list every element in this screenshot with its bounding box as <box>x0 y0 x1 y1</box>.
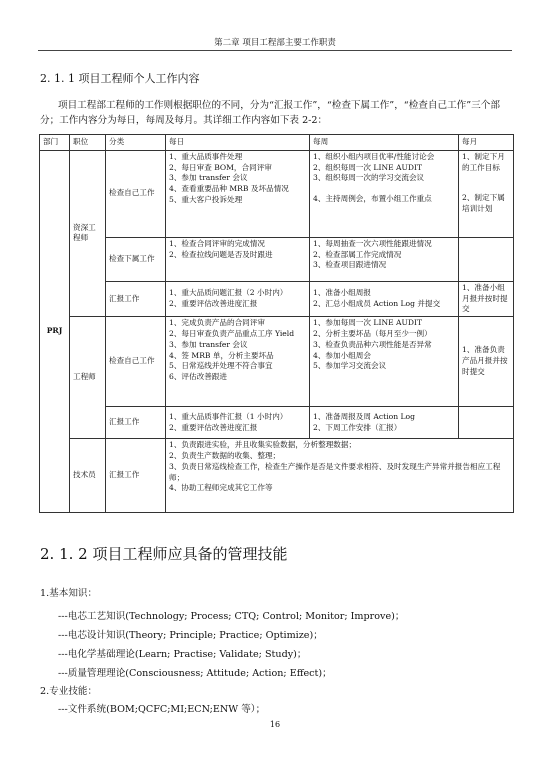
task-line: 1、准备周报及周 Action Log <box>313 411 415 421</box>
task-line: 3、检查负责品种六项性能是否异常 <box>313 339 432 349</box>
position-technician: 技术员 <box>70 439 106 513</box>
professional-skills-title: 2.专业技能： <box>40 686 98 697</box>
task-line: 2、组织每周一次 LINE AUDIT <box>313 162 423 172</box>
technician-duties-cell <box>166 439 514 513</box>
category-cell: 汇报工作 <box>106 281 166 316</box>
page-header: 第二章 项目工程部主要工作职责 <box>214 38 336 48</box>
task-line: 4、协助工程师完成其它工作等 <box>169 483 273 493</box>
task-line: 1、每周抽查一次六项性能跟进情况 <box>313 238 432 248</box>
weekly-cell <box>310 150 459 237</box>
category-cell: 汇报工作 <box>106 407 166 439</box>
task-line: 3、参加 transfer 会议 <box>169 173 248 183</box>
monthly-cell <box>459 237 514 281</box>
work-content-table <box>39 134 514 513</box>
page-number: 16 <box>269 720 281 729</box>
position-engineer: 工程师 <box>70 317 106 439</box>
task-line: 2、负责生产数据的收集、整理； <box>169 450 281 460</box>
position-senior-engineer: 资深工程师 <box>70 150 106 316</box>
header-dept: 部门 <box>40 135 70 151</box>
task-line: 1、准备小组月报并按时提交 <box>462 282 508 314</box>
task-line: 1、完成负责产品的合同评审 <box>169 318 265 328</box>
monthly-cell <box>459 407 514 439</box>
table-row <box>40 407 514 439</box>
task-line: 2、每日审查 BOM，合同评审 <box>169 162 272 172</box>
daily-cell <box>166 317 310 407</box>
task-line: 5、参加学习交流会议 <box>313 361 387 371</box>
task-line: 2、检查拉线问题是否及时跟进 <box>169 249 273 259</box>
weekly-cell <box>310 281 459 316</box>
task-line: 5、日常巡线并处理不符合事宜 <box>169 361 273 371</box>
task-line: 6、评估改善跟进 <box>169 372 227 382</box>
category-cell: 检查自己工作 <box>106 150 166 237</box>
weekly-cell <box>310 407 459 439</box>
section-heading-2-1-2: 2. 1. 2 项目工程师应具备的管理技能 <box>40 545 288 563</box>
task-line: 2、分析主要坏品（每月至少一例） <box>313 328 432 338</box>
daily-cell <box>166 150 310 237</box>
basic-knowledge-title: 1.基本知识： <box>40 588 98 599</box>
task-line: 1、重大品质事件汇报（1 小时内） <box>169 411 288 421</box>
task-line: 1、参加每周一次 LINE AUDIT <box>313 318 423 328</box>
task-line: 1、组织小组内项目优率/性能讨论会 <box>313 151 435 161</box>
table-row <box>40 150 514 237</box>
daily-cell <box>166 407 310 439</box>
task-line: 1、准备负责产品月报并按时提交 <box>462 345 508 377</box>
list-item: ---电化学基础理论(Learn; Practise; Validate; Study)； <box>58 649 307 660</box>
monthly-cell <box>459 150 514 237</box>
weekly-cell <box>310 317 459 407</box>
list-item: ---电芯设计知识(Theory; Principle; Practice; Optimize)； <box>58 630 323 641</box>
header-category: 分类 <box>106 135 166 151</box>
list-item: ---文件系统(BOM;QCFC;MI;ECN;ENW 等）； <box>58 704 266 715</box>
task-line: 5、重大客户投诉处理 <box>169 194 243 204</box>
monthly-cell <box>459 281 514 316</box>
task-line: 2、重要评估改善进度汇报 <box>169 298 258 308</box>
task-line: 1、负责跟进实验，并且收集实验数据，分析整理数据； <box>169 440 357 450</box>
dept-cell: PRJ <box>40 150 70 512</box>
task-line: 4、参加小组周会 <box>313 350 371 360</box>
task-line: 2、下周工作安排（汇报） <box>313 422 402 432</box>
task-line: 1、准备小组周报 <box>313 288 371 298</box>
task-line: 2、汇总小组成员 Action Log 并提交 <box>313 298 441 308</box>
task-line: 3、组织每周一次的学习交流会议 <box>313 173 425 183</box>
task-line: 3、检查项目跟进情况 <box>313 260 387 270</box>
monthly-cell <box>459 317 514 407</box>
header-daily: 每日 <box>166 135 310 151</box>
table-row <box>40 237 514 281</box>
task-line: 3、负责日常巡线检查工作，检查生产操作是否是文件要求相符、及时发现生产异常并报告相应工程师； <box>169 461 501 482</box>
task-line: 1、制定下月的工作目标 <box>462 151 505 172</box>
list-item: ---电芯工艺知识(Technology; Process; CTQ; Control; Monitor; Improve)； <box>58 611 405 622</box>
category-cell: 汇报工作 <box>106 439 166 513</box>
header-weekly: 每周 <box>310 135 459 151</box>
header-monthly: 每月 <box>459 135 514 151</box>
weekly-cell <box>310 237 459 281</box>
table-row <box>40 317 514 407</box>
daily-cell <box>166 237 310 281</box>
daily-cell <box>166 281 310 316</box>
task-line: 2、检查部属工作完成情况 <box>313 249 402 259</box>
table-header-row <box>40 135 514 151</box>
task-line: 1、重大品质问题汇报（2 小时内） <box>169 288 288 298</box>
table-row <box>40 281 514 316</box>
task-line: 4、查看重要品种 MRB 及坏品情况 <box>169 184 289 194</box>
category-cell: 检查下属工作 <box>106 237 166 281</box>
header-divider <box>38 50 512 51</box>
category-cell: 检查自己工作 <box>106 317 166 407</box>
intro-paragraph: 项目工程部工程师的工作则根据职位的不同，分为“汇报工作”，“检查下属工作”，“检查自己工作”三个部分；工作内容分为每日，每周及每月。其详细工作内容如下表 2-2： <box>40 100 500 126</box>
list-item: ---质量管理理论(Consciousness; Attitude; Action; Effect)； <box>58 668 332 679</box>
task-line: 1、检查合同评审的完成情况 <box>169 238 265 248</box>
section-heading-2-1-1: 2. 1. 1 项目工程师个人工作内容 <box>40 72 200 85</box>
task-line: 1、重大品质事件处理 <box>169 151 243 161</box>
header-position: 职位 <box>70 135 106 151</box>
task-line: 4、签 MRB 单，分析主要坏品 <box>169 350 274 360</box>
task-line: 4、主持周例会，布置小组工作重点 <box>313 194 432 204</box>
task-line: 2、每日审查负责产品重点工序 Yield <box>169 328 295 338</box>
task-line: 2、重要评估改善进度汇报 <box>169 422 258 432</box>
task-line: 2、制定下属培训计划 <box>462 193 505 214</box>
table-row <box>40 439 514 513</box>
task-line: 3、参加 transfer 会议 <box>169 339 248 349</box>
